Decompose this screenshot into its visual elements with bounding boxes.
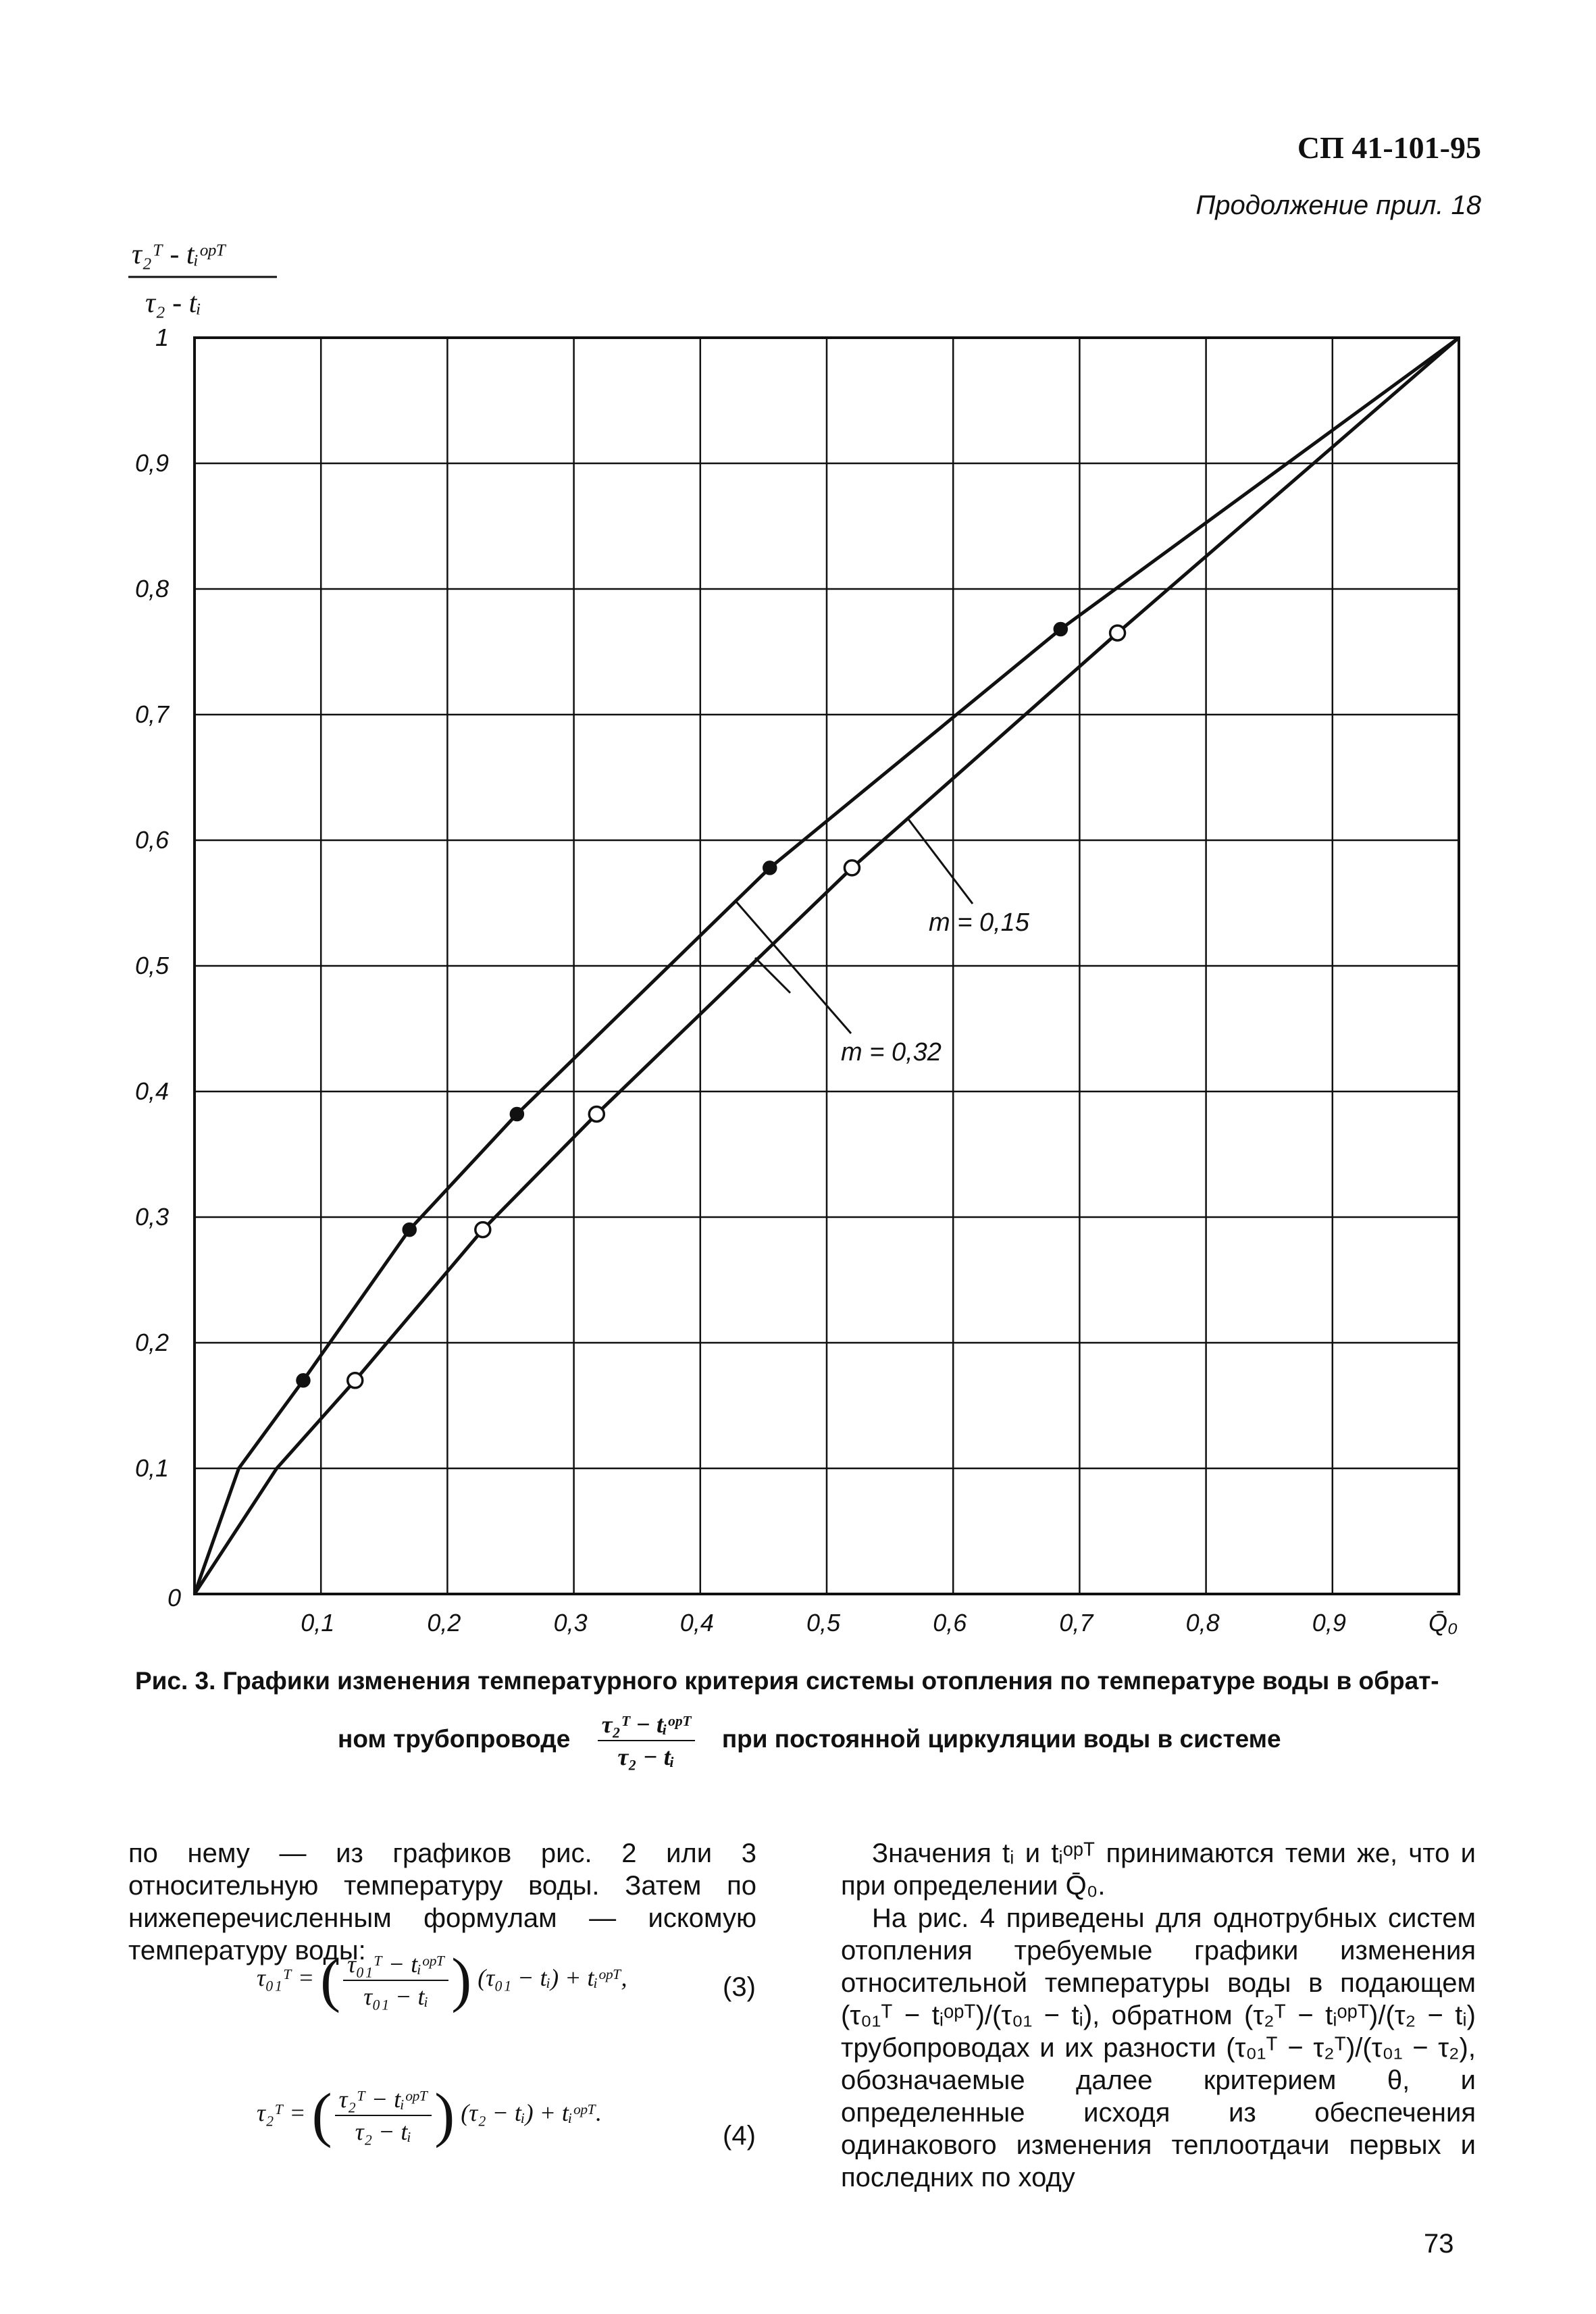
filled-point-marker: [764, 862, 776, 874]
x-tick-label: 0,6: [933, 1609, 967, 1637]
x-tick-label: 0,5: [806, 1609, 841, 1637]
formula-3-number: (3): [723, 1972, 756, 2002]
hollow-point-marker: [589, 1106, 604, 1121]
y-tick-label: 0,9: [134, 449, 169, 477]
caption-pre: ном трубопроводе: [338, 1724, 571, 1753]
curve-label-m015: m = 0,15: [929, 908, 1029, 937]
formula-4-lhs: τ₂ᵀ =: [257, 2099, 306, 2126]
formula-4: τ₂ᵀ = ( $\frac{\text{τ₂ᵀ − tᵢᵒᵖᵀ}}{\text{τ₂ − tᵢ}}$ ) (τ₂ − tᵢ) + tᵢᵒᵖᵀ. (4): [257, 2082, 756, 2151]
chart-grid: [195, 338, 1459, 1594]
caption-fraction-num: τ₂ᵀ − tᵢᵒᵖᵀ: [601, 1711, 691, 1738]
left-paragraph: по нему — из графиков рис. 2 или 3 относительную температуру воды. Затем по нижеперечисленным формулам — искомую температуру воды:: [128, 1839, 756, 1965]
leader-m032-lower: [755, 958, 790, 993]
filled-point-marker: [511, 1108, 523, 1120]
x-tick-label: 0,1: [301, 1609, 335, 1637]
formula-3-num: τ₀₁ᵀ − tᵢᵒᵖᵀ: [347, 1950, 445, 1978]
y-tick-label: 0,6: [134, 826, 169, 854]
filled-point-marker: [1054, 623, 1066, 636]
origin-label: 0: [168, 1584, 182, 1612]
formula-4-rest: (τ₂ − tᵢ) + tᵢᵒᵖᵀ.: [461, 2099, 602, 2126]
caption-fraction: [598, 1710, 695, 1771]
formula-4-num: τ₂ᵀ − tᵢᵒᵖᵀ: [338, 2085, 428, 2113]
y-axis-label-den: τ₂ - tᵢ: [145, 288, 201, 319]
x-tick-label: 0,8: [1185, 1609, 1220, 1637]
formula-3-fraction: [343, 1950, 448, 2011]
caption-post: при постоянной циркуляции воды в системе: [721, 1724, 1281, 1753]
document-code: СП 41-101-95: [1297, 130, 1481, 165]
continuation-note: Продолжение прил. 18: [1195, 190, 1481, 220]
hollow-point-marker: [348, 1373, 363, 1388]
x-axis-label: Q̄₀: [1428, 1609, 1458, 1637]
x-tick-label: 0,7: [1059, 1609, 1093, 1637]
y-tick-labels: [135, 324, 170, 1482]
hollow-point-marker: [844, 860, 859, 875]
figure-caption-line2: [338, 1710, 1351, 1784]
x-tick-labels: [301, 1609, 1346, 1637]
figure-caption-line1: Рис. 3. Графики изменения температурного критерия системы отопления по температуре воды в обрат-: [135, 1667, 1439, 1695]
y-tick-label: 0,4: [134, 1077, 169, 1105]
formula-3: τ₀₁ᵀ = ( $\frac{\text{τ₀₁ᵀ − tᵢᵒᵖᵀ}}{\text{τ₀₁ − tᵢ}}$ ) (τ₀₁ − tᵢ) + tᵢᵒᵖᵀ, (3): [257, 1947, 756, 2013]
x-tick-label: 0,2: [427, 1609, 461, 1637]
formula-4-fraction: [335, 2085, 432, 2146]
x-tick-label: 0,9: [1312, 1609, 1346, 1637]
y-tick-label: 0,5: [134, 952, 169, 979]
hollow-point-marker: [1110, 625, 1125, 640]
y-tick-label: 0,2: [134, 1329, 169, 1356]
caption-fraction-den: τ₂ − tᵢ: [598, 1740, 695, 1771]
formula-4-den: τ₂ − tᵢ: [335, 2115, 432, 2146]
hollow-point-marker: [475, 1223, 490, 1237]
leader-m015: [908, 819, 973, 904]
leader-m032-upper: [736, 902, 851, 1033]
right-paragraph-2: На рис. 4 приведены для однотрубных систем отопления требуемые графики изменения относительной температуры воды в подающем (τ₀₁ᵀ − tᵢᵒᵖᵀ)/(τ₀₁ − tᵢ), обратном (τ₂ᵀ − tᵢᵒᵖᵀ)/(τ₂ − tᵢ) трубопроводах и их разности (τ₀₁ᵀ − τ₂ᵀ)/(τ₀₁ − τ₂), обозначаемые далее критерием θ, и определенные исходя из обеспечения одинакового изменения теплоотдачи первых и последних по ходу: [841, 1903, 1476, 2192]
page-number: 73: [1424, 2229, 1454, 2259]
x-tick-label: 0,4: [679, 1609, 714, 1637]
y-tick-label: 0,7: [134, 700, 169, 728]
formula-3-den: τ₀₁ − tᵢ: [343, 1980, 448, 2011]
filled-point-marker: [403, 1224, 415, 1236]
y-tick-label: 0,1: [134, 1454, 169, 1482]
y-tick-label: 1: [155, 324, 169, 351]
formula-3-rest: (τ₀₁ − tᵢ) + tᵢᵒᵖᵀ,: [478, 1963, 627, 1991]
right-paragraph-1: Значения tᵢ и tᵢᵒᵖᵀ принимаются теми же, что и при определении Q̄₀.: [841, 1839, 1476, 1901]
y-axis-label-num: τ₂ᵀ - tᵢᵒᵖᵀ: [132, 239, 226, 270]
y-tick-label: 0,8: [134, 575, 169, 602]
formula-3-lhs: τ₀₁ᵀ =: [257, 1963, 315, 1991]
x-tick-label: 0,3: [553, 1609, 588, 1637]
y-tick-label: 0,3: [134, 1203, 169, 1231]
curve-label-m032: m = 0,32: [841, 1038, 942, 1066]
filled-point-marker: [297, 1374, 309, 1387]
formula-4-number: (4): [723, 2121, 756, 2151]
right-column: [841, 1837, 1476, 2194]
